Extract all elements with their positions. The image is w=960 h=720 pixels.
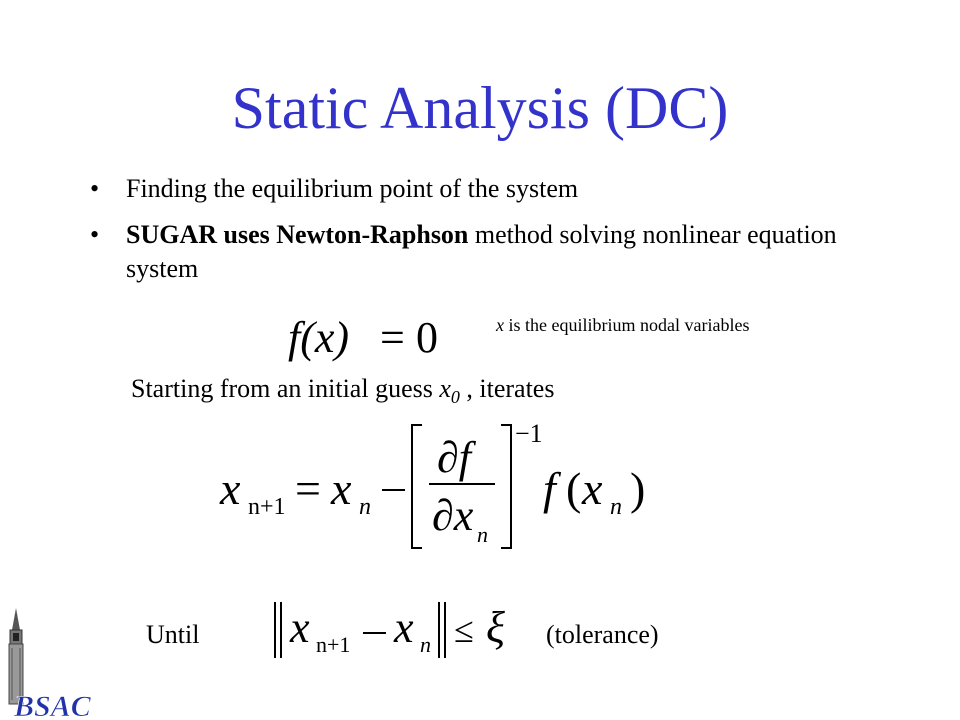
eq3-var-2: x (394, 603, 414, 652)
newton-update-equation (215, 418, 665, 553)
eq2-rhs-var: x (331, 463, 352, 514)
eq2-right-bracket (501, 425, 511, 548)
eq2-fx-sub: n (610, 494, 622, 520)
tolerance-label: (tolerance) (546, 620, 659, 649)
bullet-marker: • (90, 174, 100, 203)
eq2-df: ∂f (437, 433, 471, 482)
eq3-var-1: x (290, 603, 310, 652)
iteration-intro (131, 372, 554, 414)
equation-note (496, 313, 749, 337)
bullet-item (90, 172, 890, 206)
intro-var: x (439, 374, 451, 403)
equation-fx-zero (280, 300, 450, 370)
eq2-rparen: ) (630, 463, 646, 514)
bullet-item (90, 218, 890, 288)
until-label: Until (146, 620, 200, 649)
intro-sub: 0 (450, 387, 460, 408)
eq2-lparen: ( (566, 463, 582, 514)
eq2-dx: ∂x (432, 491, 474, 540)
eq2-fx-var: x (582, 463, 603, 514)
slide-title: Static Analysis (DC) (231, 75, 729, 141)
eq3-sub-1: n+1 (316, 632, 351, 657)
eq1-equals: = (380, 313, 405, 362)
note-text: is the equilibrium nodal variables (504, 315, 750, 335)
eq2-left-bracket (412, 425, 422, 548)
bullet-marker: • (90, 220, 100, 249)
eq2-equals: = (295, 463, 321, 514)
note-var: x (496, 315, 504, 335)
intro-after: , iterates (459, 374, 555, 403)
eq2-exponent: −1 (515, 419, 543, 448)
eq2-lhs-var: x (220, 463, 241, 514)
eq2-rhs-sub: n (359, 494, 371, 520)
convergence-equation (270, 598, 530, 662)
eq3-rhs: ξ (486, 603, 505, 652)
eq2-lhs-sub: n+1 (248, 494, 286, 520)
eq2-dx-sub: n (477, 522, 488, 547)
eq3-sub-2: n (420, 632, 431, 657)
bullet-rest-text: method solving nonlinear equation system (126, 220, 837, 283)
bullet-text: Finding the equilibrium point of the system (126, 174, 579, 203)
intro-text: Starting from an initial guess (131, 374, 440, 403)
bullet-text (126, 218, 866, 286)
eq2-f: f (543, 463, 556, 514)
eq1-rhs: 0 (416, 313, 438, 362)
eq1-lhs: f(x) (288, 313, 350, 362)
eq3-leq: ≤ (454, 610, 474, 650)
bullet-bold-text: SUGAR uses Newton-Raphson (126, 220, 469, 249)
bsac-logo (0, 604, 120, 720)
bsac-logo-text: BSAC (14, 690, 91, 720)
